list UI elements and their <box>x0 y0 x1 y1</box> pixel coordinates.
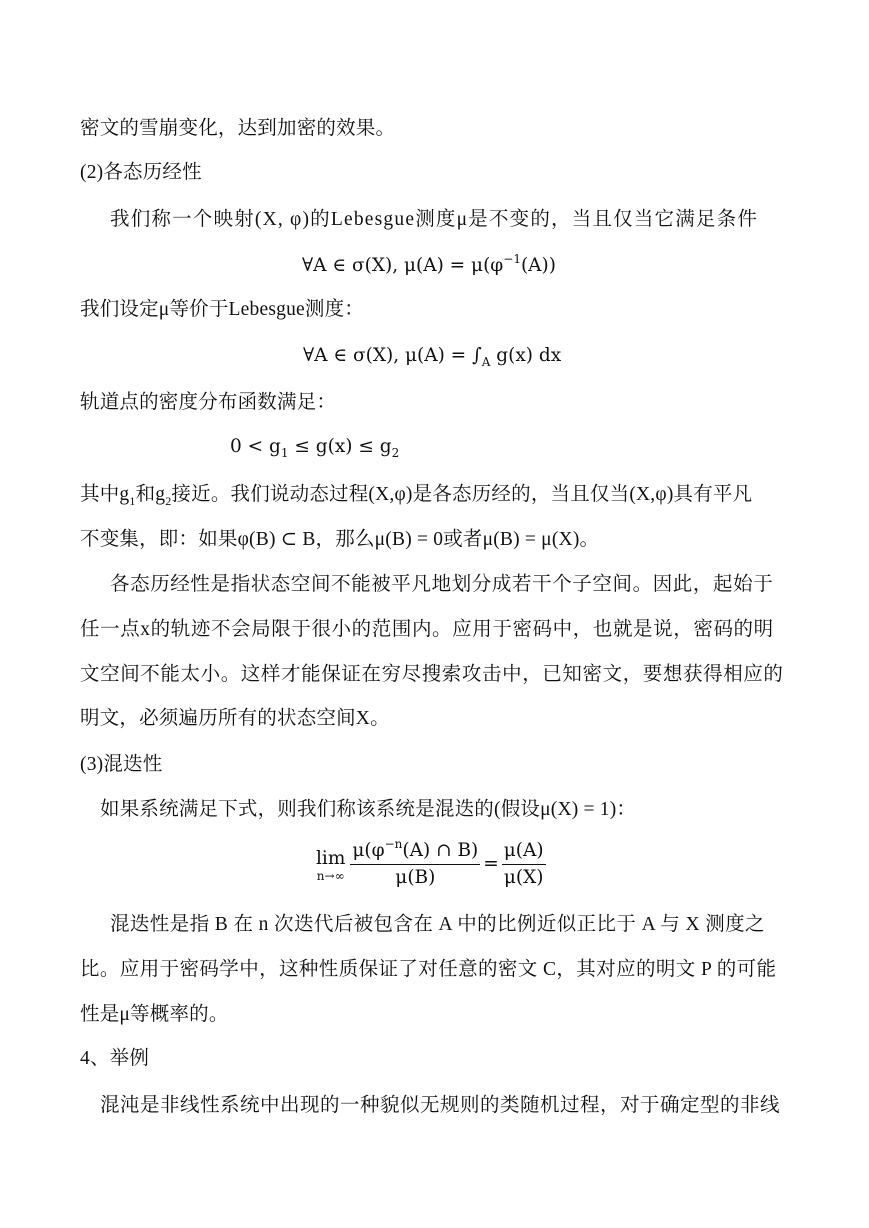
text-subscript: 2 <box>165 494 172 508</box>
limit-subscript: n→∞ <box>316 868 345 883</box>
text-span: 接近。我们说动态过程(X,φ)是各态历经的，当且仅当(X,φ)具有平凡 <box>171 484 753 505</box>
equation-invariant-measure <box>302 254 556 278</box>
fraction-denominator: μ(B) <box>395 867 436 888</box>
equation-superscript: −n <box>384 837 403 851</box>
paragraph-line: 如果系统满足下式，则我们称该系统是混迭的(假设μ(X) = 1)： <box>100 799 637 820</box>
text-span: 其中g <box>80 484 130 505</box>
paragraph-line: 密文的雪崩变化，达到加密的效果。 <box>80 118 396 139</box>
paragraph-line: 轨道点的密度分布函数满足： <box>80 392 337 413</box>
paragraph-line: 性是μ等概率的。 <box>80 1004 229 1025</box>
text-subscript: 1 <box>129 494 136 508</box>
paragraph-line <box>80 483 752 507</box>
fraction-right <box>502 840 546 889</box>
fraction-denominator: μ(X) <box>503 867 544 888</box>
equation-mixing <box>316 837 549 889</box>
paragraph-line: 混沌是非线性系统中出现的一种貌似无规则的类随机过程，对于确定型的非线 <box>100 1095 781 1116</box>
paragraph-line: 我们称一个映射(X, φ)的Lebesgue测度μ是不变的，当且仅当它满足条件 <box>110 209 759 230</box>
equation-subscript: A <box>481 355 491 369</box>
equation-superscript: −1 <box>503 252 521 266</box>
text-span: 和g <box>135 484 166 505</box>
section-heading: (3)混迭性 <box>80 754 163 775</box>
paragraph-line: 混迭性是指 B 在 n 次迭代后被包含在 A 中的比例近似正比于 A 与 X 测度之 <box>110 914 765 935</box>
equation-text: ∀A ∈ σ(X), μ(A) = μ(φ <box>302 255 504 276</box>
paragraph-line: 我们设定μ等价于Lebesgue测度： <box>80 299 364 320</box>
equation-text: μ(φ <box>352 840 385 861</box>
limit-word: lim <box>316 847 346 869</box>
equals-sign: = <box>483 853 499 875</box>
equation-text: 0 < g <box>230 436 281 457</box>
equation-text: (A) ∩ B) <box>402 840 479 861</box>
equation-text: g(x) dx <box>490 345 562 366</box>
limit-operator <box>316 848 345 882</box>
paragraph-line: 比。应用于密码学中，这种性质保证了对任意的密文 C，其对应的明文 P 的可能 <box>80 959 777 980</box>
equation-subscript: 1 <box>280 446 289 460</box>
equation-text: (A)) <box>520 255 556 276</box>
paragraph-line: 明文，必须遍历所有的状态空间X。 <box>80 708 390 729</box>
equation-subscript: 2 <box>391 446 400 460</box>
paragraph-line: 文空间不能太小。这样才能保证在穷尽搜索攻击中，已知密文，要想获得相应的 <box>80 664 784 685</box>
equation-density-bound <box>230 435 399 459</box>
equation-text: ∀A ∈ σ(X), μ(A) = ∫ <box>303 345 482 366</box>
paragraph-line: 各态历经性是指状态空间不能被平凡地划分成若干个子空间。因此，起始于 <box>110 574 774 595</box>
paragraph-line: 任一点x的轨迹不会局限于很小的范围内。应用于密码中，也就是说，密码的明 <box>80 619 774 640</box>
section-heading: (2)各态历经性 <box>80 162 202 183</box>
equation-lebesgue-measure <box>303 344 561 368</box>
equation-text: ≤ g(x) ≤ g <box>288 436 392 457</box>
fraction-left <box>350 837 480 889</box>
section-heading: 4、举例 <box>80 1048 150 1069</box>
paragraph-line: 不变集，即：如果φ(B) ⊂ B，那么μ(B) = 0或者μ(B) = μ(X)。 <box>80 529 600 550</box>
fraction-numerator: μ(A) <box>502 840 546 865</box>
fraction-numerator <box>350 837 480 865</box>
